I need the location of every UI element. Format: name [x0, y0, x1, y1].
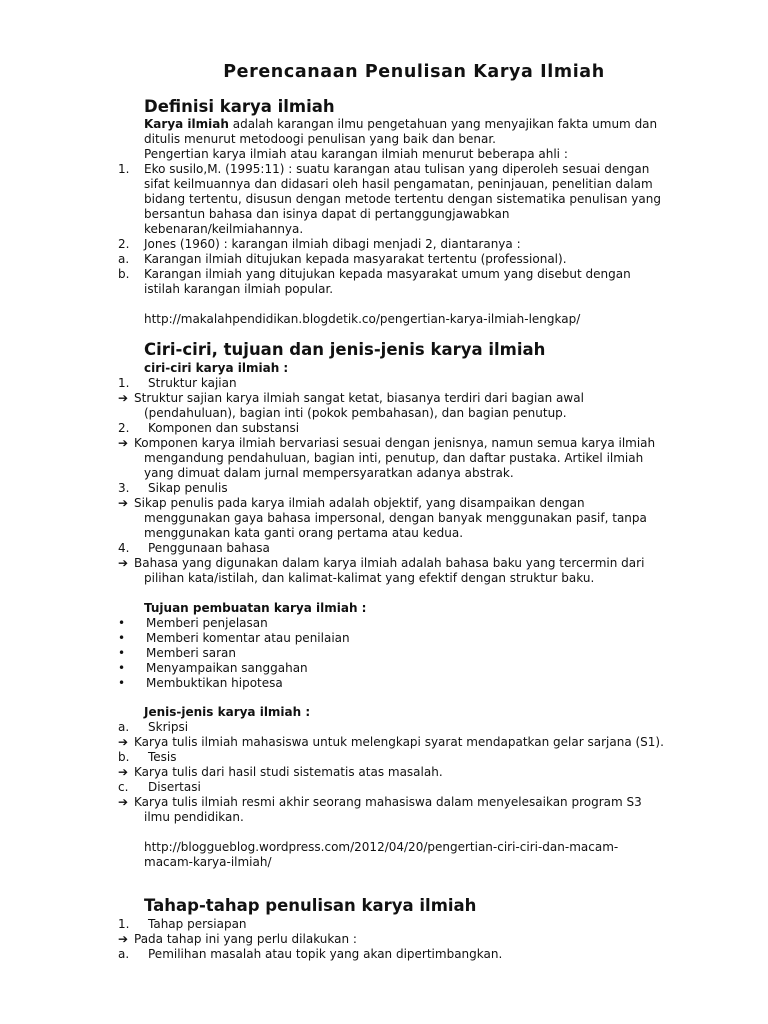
heading-ciri-ciri: Ciri-ciri, tujuan dan jenis-jenis karya ilmiah	[144, 340, 546, 359]
document-title: Perencanaan Penulisan Karya Ilmiah	[223, 62, 605, 82]
list-marker: c.	[118, 780, 129, 794]
tahap-title: Tahap persiapan	[148, 917, 247, 931]
item1-line: Eko susilo,M. (1995:11) : suatu karangan atau tulisan yang diperoleh sesuai dengan	[144, 162, 650, 176]
intro-line-3: Pengertian karya ilmiah atau karangan ilmiah menurut beberapa ahli :	[144, 147, 568, 161]
tujuan-item: Menyampaikan sanggahan	[146, 661, 308, 675]
jenis-desc: Karya tulis ilmiah mahasiswa untuk melengkapi syarat mendapatkan gelar sarjana (S1).	[134, 735, 664, 749]
subheading-ciri: ciri-ciri karya ilmiah :	[144, 361, 289, 375]
ciri-desc: Bahasa yang digunakan dalam karya ilmiah adalah bahasa baku yang tercermin dari	[134, 556, 645, 570]
tujuan-item: Memberi penjelasan	[146, 616, 268, 630]
jenis-title: Skripsi	[148, 720, 189, 734]
source-url[interactable]: http://bloggueblog.wordpress.com/2012/04/20/pengertian-ciri-ciri-dan-macam-	[144, 840, 619, 854]
heading-definisi: Definisi karya ilmiah	[144, 97, 335, 116]
list-marker: a.	[118, 720, 130, 734]
ciri-desc: pilihan kata/istilah, dan kalimat-kalimat yang efektif dengan struktur baku.	[144, 571, 595, 585]
ciri-desc: menggunakan gaya bahasa impersonal, dengan banyak menggunakan pasif, tanpa	[144, 511, 647, 525]
source-url[interactable]: http://makalahpendidikan.blogdetik.co/pengertian-karya-ilmiah-lengkap/	[144, 312, 581, 326]
ciri-title: Struktur kajian	[148, 376, 237, 390]
ciri-desc: menggunakan kata ganti orang pertama atau kedua.	[144, 526, 464, 540]
ciri-desc: mengandung pendahuluan, bagian inti, penutup, dan daftar pustaka. Artikel ilmiah	[144, 451, 644, 465]
item1-line: bersantun bahasa dan isinya dapat di pertanggungjawabkan	[144, 207, 510, 221]
arrow-icon: ➔	[118, 795, 129, 809]
bullet-icon: •	[118, 661, 126, 675]
ciri-title: Komponen dan substansi	[148, 421, 300, 435]
ciri-desc: Sikap penulis pada karya ilmiah adalah objektif, yang disampaikan dengan	[134, 496, 585, 510]
list-marker: 1.	[118, 162, 130, 176]
ciri-title: Sikap penulis	[148, 481, 228, 495]
arrow-icon: ➔	[118, 765, 129, 779]
item1-line: sifat keilmuannya dan didasari oleh hasil pengamatan, peninjauan, penelitian dalam	[144, 177, 653, 191]
tujuan-item: Memberi komentar atau penilaian	[146, 631, 350, 645]
arrow-icon: ➔	[118, 391, 129, 405]
jenis-desc: ilmu pendidikan.	[144, 810, 244, 824]
intro-line-2: ditulis menurut metodoogi penulisan yang baik dan benar.	[144, 132, 496, 146]
item1-line: bidang tertentu, disusun dengan metode tertentu dengan sistematika penulisan yang	[144, 192, 661, 206]
ciri-desc: yang dimuat dalam jurnal mempersyaratkan adanya abstrak.	[144, 466, 514, 480]
list-marker: a.	[118, 252, 130, 266]
tahap-item: Pemilihan masalah atau topik yang akan dipertimbangkan.	[148, 947, 503, 961]
list-marker: 2.	[118, 421, 130, 435]
ciri-desc: Komponen karya ilmiah bervariasi sesuai dengan jenisnya, namun semua karya ilmiah	[134, 436, 656, 450]
arrow-icon: ➔	[118, 932, 129, 946]
jenis-title: Tesis	[148, 750, 177, 764]
list-marker: 4.	[118, 541, 130, 555]
tujuan-item: Memberi saran	[146, 646, 237, 660]
jenis-title: Disertasi	[148, 780, 201, 794]
list-marker: b.	[118, 750, 130, 764]
bullet-icon: •	[118, 631, 126, 645]
ciri-title: Penggunaan bahasa	[148, 541, 270, 555]
list-marker: 1.	[118, 917, 130, 931]
subheading-jenis: Jenis-jenis karya ilmiah :	[144, 705, 311, 719]
ciri-desc: (pendahuluan), bagian inti (pokok pembahasan), dan bagian penutup.	[144, 406, 567, 420]
ciri-desc: Struktur sajian karya ilmiah sangat ketat, biasanya terdiri dari bagian awal	[134, 391, 584, 405]
item-b-line: istilah karangan ilmiah popular.	[144, 282, 334, 296]
list-marker: a.	[118, 947, 130, 961]
intro-line-1	[144, 117, 657, 132]
subheading-tujuan: Tujuan pembuatan karya ilmiah :	[144, 601, 367, 615]
heading-tahap: Tahap-tahap penulisan karya ilmiah	[144, 896, 477, 915]
arrow-icon: ➔	[118, 556, 129, 570]
bullet-icon: •	[118, 676, 126, 690]
item1-line: kebenaran/keilmiahannya.	[144, 222, 304, 236]
jenis-desc: Karya tulis dari hasil studi sistematis atas masalah.	[134, 765, 443, 779]
item-b-line: Karangan ilmiah yang ditujukan kepada masyarakat umum yang disebut dengan	[144, 267, 631, 281]
bullet-icon: •	[118, 616, 126, 630]
item-a-line: Karangan ilmiah ditujukan kepada masyarakat tertentu (professional).	[144, 252, 567, 266]
bullet-icon: •	[118, 646, 126, 660]
item2-line: Jones (1960) : karangan ilmiah dibagi menjadi 2, diantaranya :	[144, 237, 521, 251]
list-marker: 2.	[118, 237, 130, 251]
tahap-desc: Pada tahap ini yang perlu dilakukan :	[134, 932, 357, 946]
jenis-desc: Karya tulis ilmiah resmi akhir seorang mahasiswa dalam menyelesaikan program S3	[134, 795, 642, 809]
intro-bold-term: Karya ilmiah	[144, 117, 229, 131]
source-url-continued[interactable]: macam-karya-ilmiah/	[144, 855, 272, 869]
tujuan-item: Membuktikan hipotesa	[146, 676, 283, 690]
list-marker: 1.	[118, 376, 130, 390]
arrow-icon: ➔	[118, 436, 129, 450]
list-marker: b.	[118, 267, 130, 281]
list-marker: 3.	[118, 481, 130, 495]
arrow-icon: ➔	[118, 735, 129, 749]
arrow-icon: ➔	[118, 496, 129, 510]
intro-rest: adalah karangan ilmu pengetahuan yang menyajikan fakta umum dan	[228, 117, 658, 131]
